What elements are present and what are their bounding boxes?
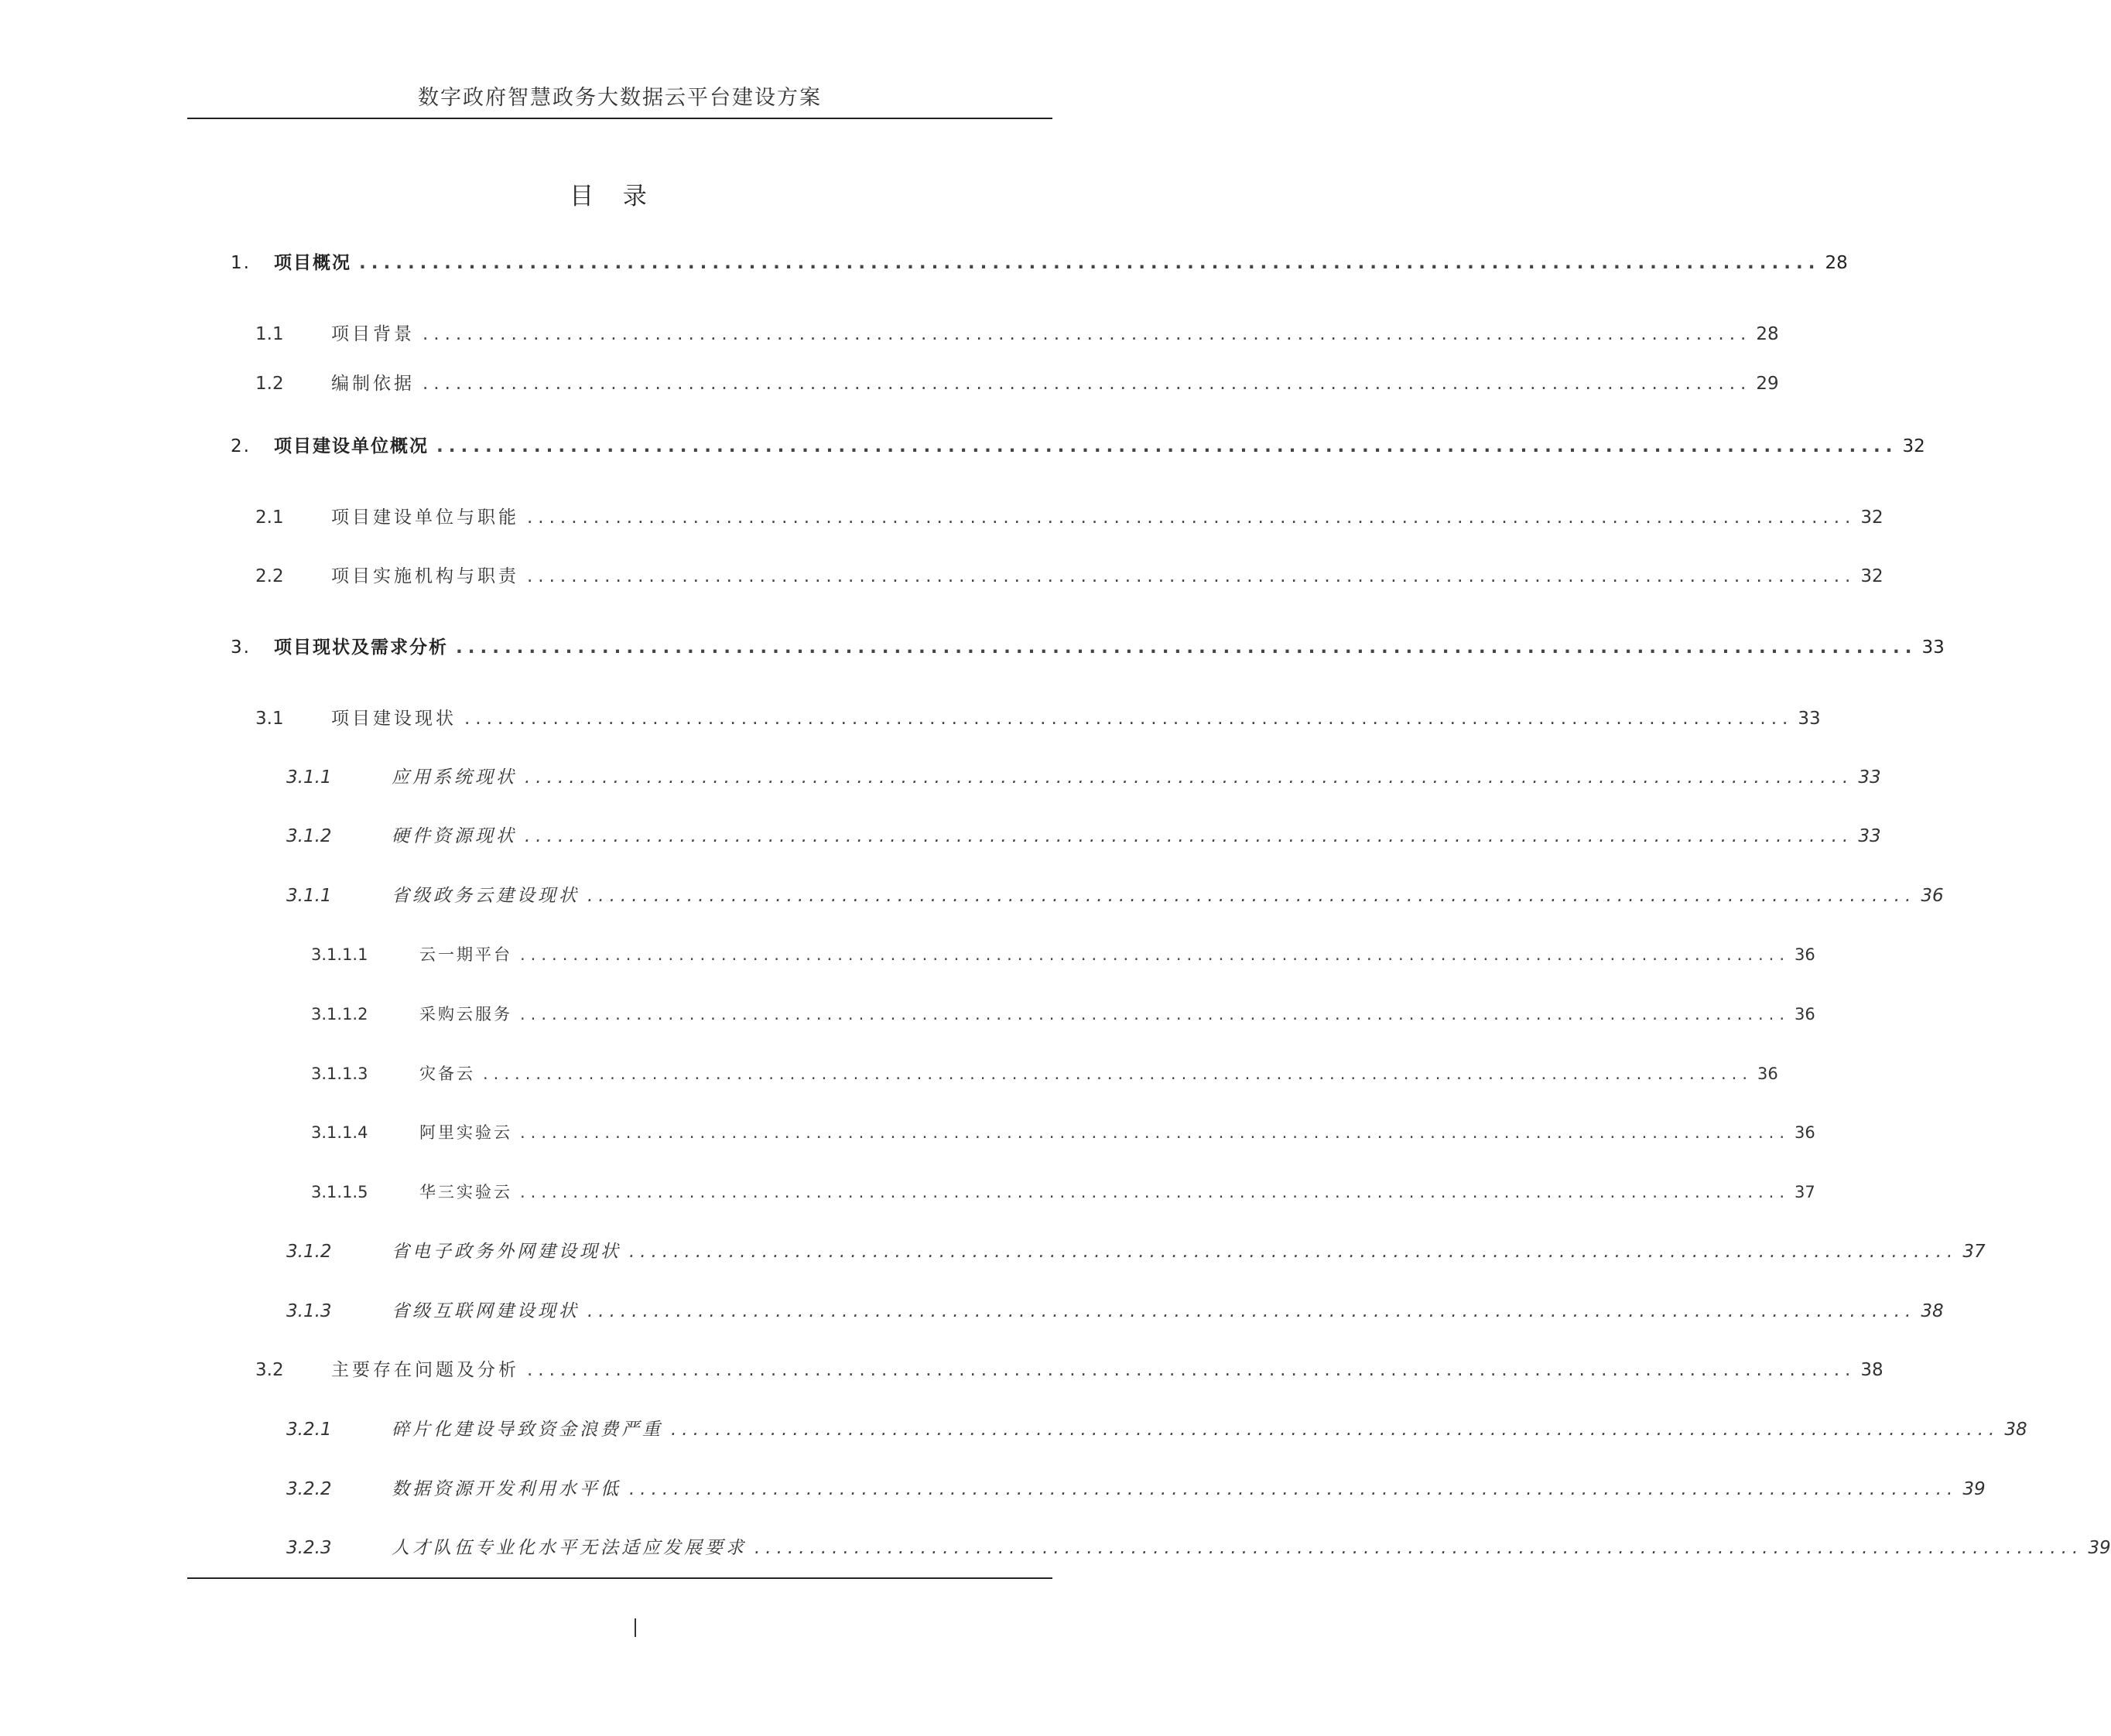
toc-entry-number: 3.1.3 xyxy=(286,1301,332,1321)
toc-entry-number: 2. xyxy=(231,436,251,456)
toc-entry-page: 29 xyxy=(1756,374,1779,394)
dot-leader: ........................................................................................................................ xyxy=(423,374,1752,394)
toc-entry[interactable] xyxy=(0,559,1883,593)
dot-leader: ........................................................................................................................ xyxy=(629,1479,1959,1499)
toc-entry-page: 36 xyxy=(1921,886,1944,906)
toc-entry-label: 项目现状及需求分析 xyxy=(274,637,448,658)
toc-entry[interactable] xyxy=(0,1235,1986,1269)
toc-entry[interactable] xyxy=(0,317,1779,351)
toc-entry-page: 32 xyxy=(1860,507,1883,528)
toc-entry[interactable] xyxy=(0,1116,1815,1150)
toc-entry-number: 3.1.1 xyxy=(286,767,332,788)
dot-leader: ........................................................................................................................ xyxy=(671,1420,2000,1440)
dot-leader: ........................................................................................................................ xyxy=(483,1064,1753,1083)
dot-leader: ........................................................................................................................ xyxy=(587,1301,1917,1321)
toc-entry-label: 项目背景 xyxy=(331,324,415,344)
dot-leader: ........................................................................................................................ xyxy=(527,507,1856,528)
toc-entry[interactable] xyxy=(0,1472,1986,1506)
toc-entry-label: 硬件资源现状 xyxy=(392,826,517,846)
toc-title: 目 录 xyxy=(570,183,658,210)
toc-entry-number: 3. xyxy=(231,637,251,658)
toc-entry-number: 3.1.1.1 xyxy=(311,945,368,964)
toc-entry-label: 项目概况 xyxy=(274,253,351,273)
toc-entry-page: 38 xyxy=(2004,1420,2027,1440)
toc-entry[interactable] xyxy=(0,819,1881,853)
toc-entry-number: 3.1.1 xyxy=(286,886,332,906)
dot-leader: ........................................................................................................................ xyxy=(527,566,1856,586)
toc-entry-page: 28 xyxy=(1825,253,1848,273)
toc-entry-label: 项目建设现状 xyxy=(331,709,457,729)
toc-entry-label: 采购云服务 xyxy=(419,1005,512,1023)
dot-leader: ........................................................................................................................ xyxy=(525,826,1854,846)
dot-leader: ........................................................................................................................ xyxy=(456,637,1918,658)
toc-entry[interactable] xyxy=(0,760,1881,795)
toc-entry-page: 33 xyxy=(1798,709,1821,729)
dot-leader: ........................................................................................................................ xyxy=(423,324,1752,344)
toc-entry-label: 阿里实验云 xyxy=(419,1123,512,1142)
toc-entry-number: 3.1.1.3 xyxy=(311,1064,368,1083)
toc-entry[interactable] xyxy=(0,1175,1815,1209)
toc-entry[interactable] xyxy=(0,1353,1883,1387)
toc-entry[interactable] xyxy=(0,1531,2111,1565)
toc-entry-number: 1. xyxy=(231,253,251,273)
toc-entry-page: 38 xyxy=(1860,1360,1883,1380)
toc-entry-label: 省级政务云建设现状 xyxy=(392,886,580,906)
toc-entry-number: 3.1.2 xyxy=(286,1242,332,1262)
toc-entry-label: 人才队伍专业化水平无法适应发展要求 xyxy=(392,1538,747,1558)
dot-leader: ........................................................................................................................ xyxy=(520,1183,1791,1201)
dot-leader: ........................................................................................................................ xyxy=(525,767,1854,788)
toc-entry[interactable] xyxy=(0,938,1815,972)
toc-entry-number: 3.1.1.4 xyxy=(311,1123,368,1142)
toc-entry-label: 应用系统现状 xyxy=(392,767,517,788)
toc-entry-label: 云一期平台 xyxy=(419,945,512,964)
toc-entry-number: 3.2.1 xyxy=(286,1420,332,1440)
dot-leader: ........................................................................................................................ xyxy=(587,886,1917,906)
toc-entry-label: 省级互联网建设现状 xyxy=(392,1301,580,1321)
toc-entry-number: 3.1 xyxy=(255,709,284,729)
toc-entry[interactable] xyxy=(0,702,1821,736)
dot-leader: ........................................................................................................................ xyxy=(527,1360,1856,1380)
dot-leader: ........................................................................................................................ xyxy=(436,436,1898,456)
toc-entry[interactable] xyxy=(0,246,1848,280)
dot-leader: ........................................................................................................................ xyxy=(629,1242,1959,1262)
toc-entry-label: 编制依据 xyxy=(331,374,415,394)
dot-leader: ........................................................................................................................ xyxy=(464,709,1794,729)
toc-entry-label: 项目实施机构与职责 xyxy=(331,566,519,586)
toc-entry[interactable] xyxy=(0,1057,1778,1091)
toc-entry-page: 39 xyxy=(2088,1538,2111,1558)
toc-entry-page: 36 xyxy=(1795,1123,1815,1142)
toc-entry-page: 36 xyxy=(1757,1064,1778,1083)
toc-entry-label: 灾备云 xyxy=(419,1064,475,1083)
toc-entry-page: 33 xyxy=(1858,767,1881,788)
toc-entry-number: 3.1.1.5 xyxy=(311,1183,368,1201)
toc-entry-page: 38 xyxy=(1921,1301,1944,1321)
dot-leader: ........................................................................................................................ xyxy=(359,253,1821,273)
toc-entry-number: 1.1 xyxy=(255,324,284,344)
dot-leader: ........................................................................................................................ xyxy=(520,1005,1791,1023)
toc-entry-label: 项目建设单位与职能 xyxy=(331,507,519,528)
toc-entry-label: 省电子政务外网建设现状 xyxy=(392,1242,621,1262)
toc-entry-label: 主要存在问题及分析 xyxy=(331,1360,519,1380)
toc-entry-page: 32 xyxy=(1902,436,1925,456)
page-number xyxy=(635,1618,636,1637)
toc-entry[interactable] xyxy=(0,367,1779,401)
toc-entry-page: 28 xyxy=(1756,324,1779,344)
toc-entry-number: 1.2 xyxy=(255,374,284,394)
toc-entry-label: 华三实验云 xyxy=(419,1183,512,1201)
dot-leader: ........................................................................................................................ xyxy=(520,1123,1791,1142)
dot-leader: ........................................................................................................................ xyxy=(754,1538,2084,1558)
dot-leader: ........................................................................................................................ xyxy=(520,945,1791,964)
toc-entry-number: 3.2.3 xyxy=(286,1538,332,1558)
toc-entry-number: 3.2 xyxy=(255,1360,284,1380)
toc-entry[interactable] xyxy=(0,997,1815,1031)
toc-entry-number: 3.1.2 xyxy=(286,826,332,846)
toc-entry-page: 33 xyxy=(1921,637,1945,658)
toc-entry-label: 项目建设单位概况 xyxy=(274,436,429,456)
toc-entry[interactable] xyxy=(0,1413,2027,1447)
toc-entry-page: 36 xyxy=(1795,1005,1815,1023)
toc-entry-number: 3.2.2 xyxy=(286,1479,332,1499)
toc-entry-page: 32 xyxy=(1860,566,1883,586)
toc-entry-page: 37 xyxy=(1795,1183,1815,1201)
toc-entry-page: 39 xyxy=(1962,1479,1986,1499)
toc-entry-number: 2.2 xyxy=(255,566,284,586)
toc-entry[interactable] xyxy=(0,879,1944,913)
toc-entry[interactable] xyxy=(0,630,1945,665)
toc-entry[interactable] xyxy=(0,429,1925,463)
toc-entry[interactable] xyxy=(0,501,1883,535)
toc-entry-page: 37 xyxy=(1962,1242,1986,1262)
toc-entry-label: 数据资源开发利用水平低 xyxy=(392,1479,621,1499)
running-header: 数字政府智慧政务大数据云平台建设方案 xyxy=(418,86,822,110)
toc-entry-number: 3.1.1.2 xyxy=(311,1005,368,1023)
toc-entry[interactable] xyxy=(0,1294,1944,1328)
toc-entry-page: 33 xyxy=(1858,826,1881,846)
footer-rule xyxy=(187,1577,1052,1579)
toc-entry-page: 36 xyxy=(1795,945,1815,964)
toc-entry-label: 碎片化建设导致资金浪费严重 xyxy=(392,1420,663,1440)
toc-entry-number: 2.1 xyxy=(255,507,284,528)
